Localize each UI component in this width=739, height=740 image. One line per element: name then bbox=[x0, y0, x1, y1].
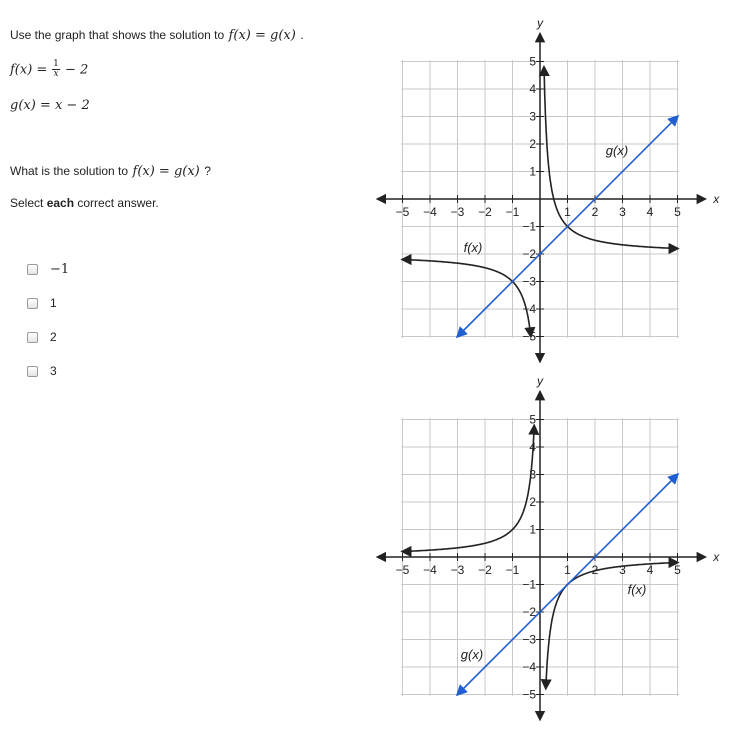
intro-end: . bbox=[300, 28, 304, 42]
graph-1-group bbox=[378, 16, 721, 361]
series-f-branch-1 bbox=[403, 260, 531, 337]
y-tick-label: 1 bbox=[529, 522, 536, 537]
instruction-pre: Select bbox=[10, 196, 47, 210]
y-axis-label: y bbox=[537, 16, 543, 31]
x-tick-label: 5 bbox=[674, 563, 681, 577]
series-label: f(x) bbox=[627, 582, 647, 597]
x-tick-label: 1 bbox=[564, 205, 571, 219]
y-tick-label: −5 bbox=[522, 329, 536, 344]
x-tick-label: −5 bbox=[395, 205, 410, 219]
series-label: f(x) bbox=[463, 240, 483, 255]
y-tick-label: 4 bbox=[529, 440, 536, 454]
x-tick-label: −5 bbox=[395, 563, 410, 577]
fraction-numerator: 1 bbox=[53, 59, 59, 69]
series-label: g(x) bbox=[460, 647, 484, 662]
x-axis-label: x bbox=[713, 192, 720, 206]
x-axis-label: x bbox=[713, 550, 720, 564]
instruction-bold: each bbox=[46, 196, 75, 210]
x-tick-label: 3 bbox=[619, 563, 626, 577]
x-tick-label: 2 bbox=[591, 205, 599, 219]
series-label: g(x) bbox=[605, 143, 629, 158]
y-tick-label: 5 bbox=[529, 412, 536, 427]
y-tick-label: −1 bbox=[522, 577, 536, 592]
prompt-text: What is the solution to bbox=[10, 164, 129, 178]
x-tick-label: −2 bbox=[478, 205, 492, 219]
y-tick-label: −3 bbox=[522, 632, 536, 647]
y-tick-label: −1 bbox=[522, 219, 536, 234]
y-tick-label: 5 bbox=[529, 54, 536, 69]
f-def-lhs: f(x) = bbox=[10, 62, 52, 78]
y-tick-label: 2 bbox=[529, 495, 536, 509]
x-tick-label: 1 bbox=[564, 563, 571, 577]
y-tick-label: −3 bbox=[522, 274, 536, 289]
x-tick-label: −3 bbox=[450, 205, 465, 219]
option-label: −1 bbox=[50, 262, 70, 277]
option-label: 1 bbox=[50, 296, 57, 310]
x-tick-label: −1 bbox=[505, 563, 520, 577]
g-def: g(x) = x − 2 bbox=[10, 98, 90, 113]
series-f-branch-1 bbox=[403, 426, 535, 552]
f-def-rest: − 2 bbox=[64, 62, 89, 78]
y-tick-label: 2 bbox=[529, 137, 536, 151]
graph-2-group bbox=[378, 374, 721, 719]
y-tick-label: −2 bbox=[522, 605, 536, 619]
y-tick-label: 3 bbox=[529, 109, 536, 124]
x-tick-label: −2 bbox=[478, 563, 492, 577]
x-tick-label: −4 bbox=[423, 205, 437, 219]
y-tick-label: 3 bbox=[529, 467, 536, 482]
y-tick-label: −4 bbox=[522, 660, 536, 674]
intro-text: Use the graph that shows the solution to bbox=[10, 28, 225, 42]
option-label: 2 bbox=[50, 330, 57, 344]
intro-equation: f(x) = g(x) bbox=[228, 28, 296, 43]
y-tick-label: −4 bbox=[522, 302, 536, 316]
x-tick-label: 3 bbox=[619, 205, 626, 219]
series-f-branch-2 bbox=[546, 563, 678, 689]
prompt-equation: f(x) = g(x) bbox=[132, 164, 200, 179]
x-tick-label: −3 bbox=[450, 563, 465, 577]
y-tick-label: 1 bbox=[529, 164, 536, 179]
x-tick-label: 4 bbox=[646, 205, 654, 219]
option-label: 3 bbox=[50, 364, 57, 378]
x-tick-label: 5 bbox=[674, 205, 681, 219]
x-tick-label: −4 bbox=[423, 563, 437, 577]
y-tick-label: 4 bbox=[529, 82, 536, 96]
y-tick-label: −5 bbox=[522, 687, 536, 702]
x-tick-label: 4 bbox=[646, 563, 654, 577]
y-axis-label: y bbox=[537, 374, 543, 389]
instruction-post: correct answer. bbox=[74, 196, 159, 210]
prompt-end: ? bbox=[204, 164, 211, 178]
fraction-denominator: x bbox=[53, 69, 59, 79]
x-tick-label: 2 bbox=[591, 563, 599, 577]
y-tick-label: −2 bbox=[522, 247, 536, 261]
x-tick-label: −1 bbox=[505, 205, 520, 219]
